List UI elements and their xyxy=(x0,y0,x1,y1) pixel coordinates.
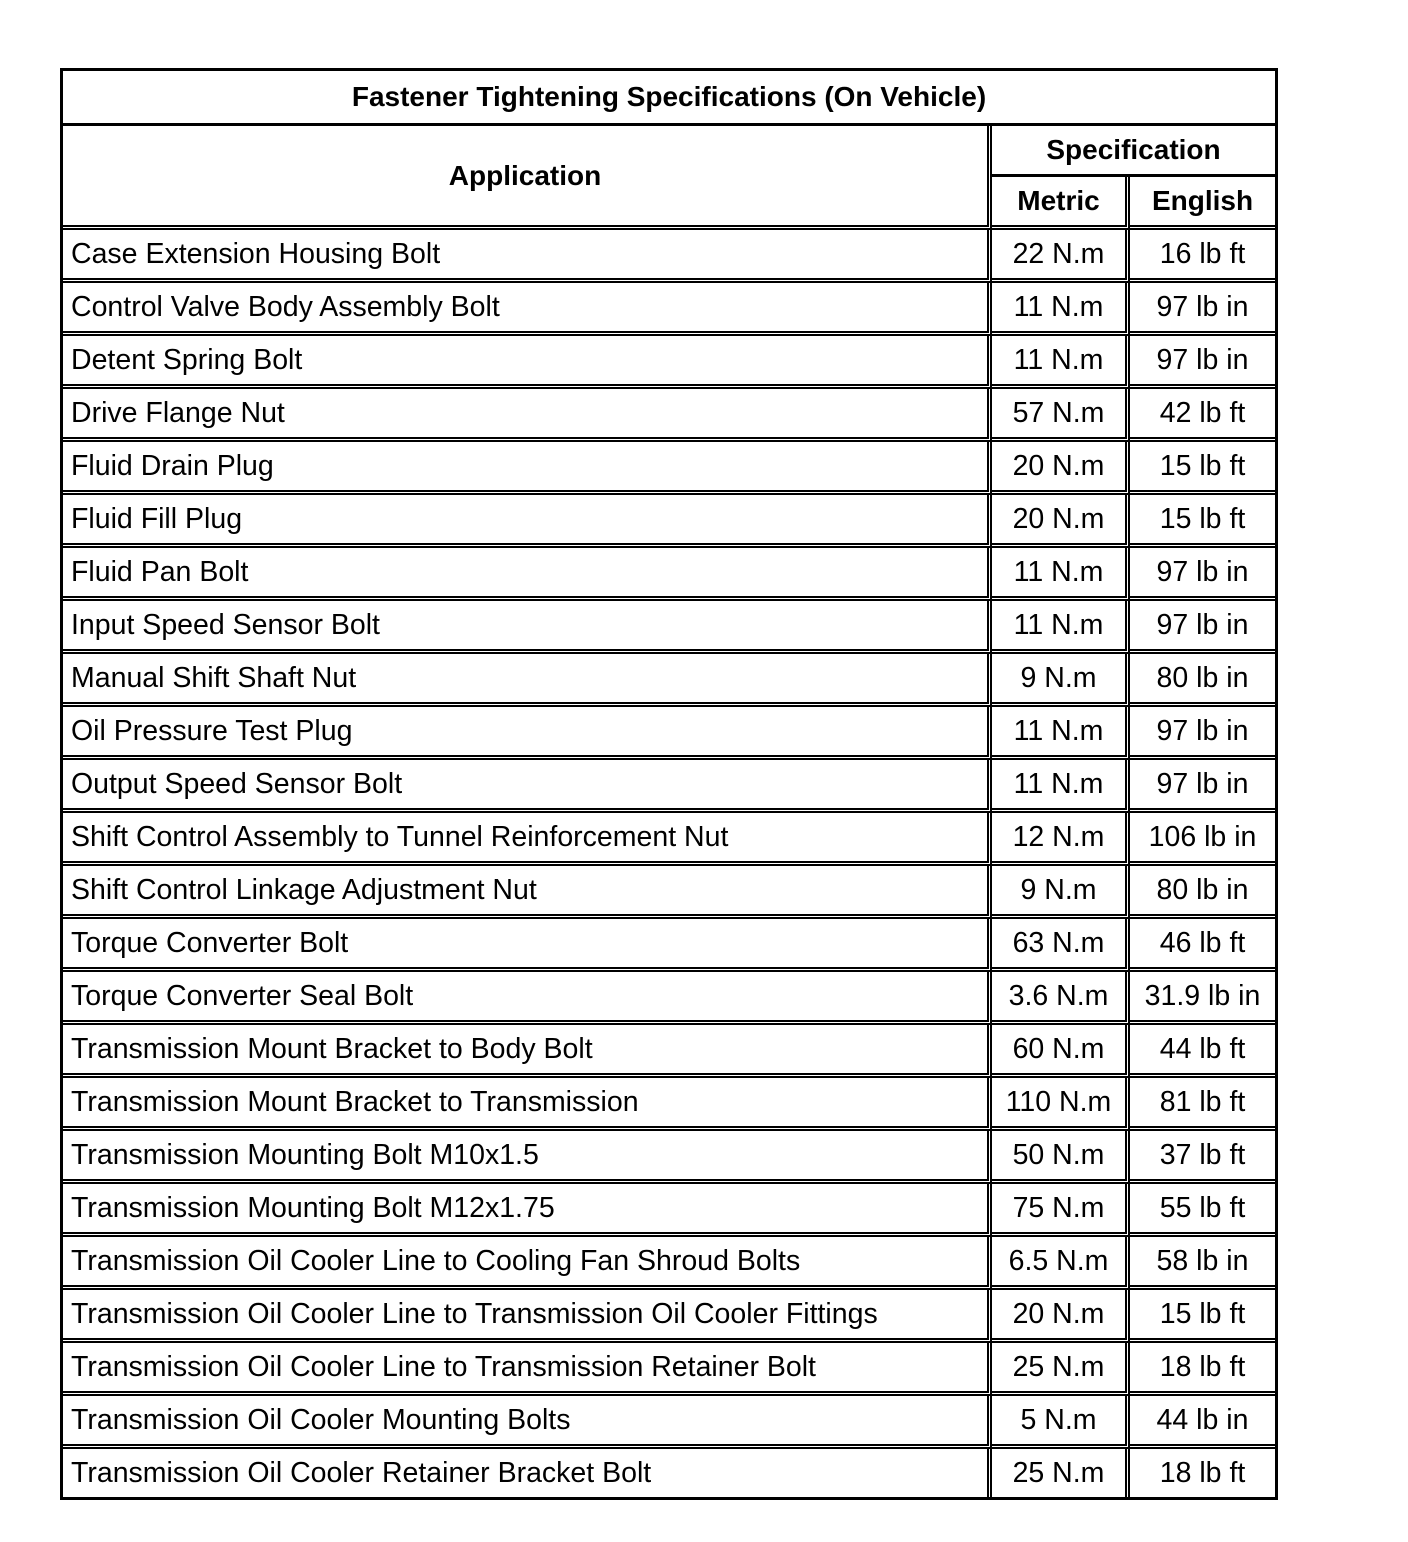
english-cell: 15 lb ft xyxy=(1130,1290,1275,1343)
table-row xyxy=(63,1025,1275,1078)
english-cell: 81 lb ft xyxy=(1130,1078,1275,1131)
metric-cell: 25 N.m xyxy=(992,1449,1130,1497)
application-cell: Fluid Drain Plug xyxy=(63,442,992,495)
metric-cell: 20 N.m xyxy=(992,442,1130,495)
english-cell: 31.9 lb in xyxy=(1130,972,1275,1025)
application-cell: Shift Control Assembly to Tunnel Reinforcement Nut xyxy=(63,813,992,866)
table-row xyxy=(63,601,1275,654)
table-row xyxy=(63,813,1275,866)
english-cell: 58 lb in xyxy=(1130,1237,1275,1290)
application-cell: Transmission Mounting Bolt M12x1.75 xyxy=(63,1184,992,1237)
english-cell: 55 lb ft xyxy=(1130,1184,1275,1237)
table-row xyxy=(63,919,1275,972)
metric-cell: 11 N.m xyxy=(992,707,1130,760)
specification-header: Specification xyxy=(992,126,1275,177)
table-row xyxy=(63,548,1275,601)
table-row xyxy=(63,389,1275,442)
table-row xyxy=(63,230,1275,283)
english-cell: 97 lb in xyxy=(1130,707,1275,760)
application-cell: Case Extension Housing Bolt xyxy=(63,230,992,283)
metric-cell: 11 N.m xyxy=(992,601,1130,654)
table-row xyxy=(63,760,1275,813)
metric-cell: 3.6 N.m xyxy=(992,972,1130,1025)
application-cell: Shift Control Linkage Adjustment Nut xyxy=(63,866,992,919)
application-cell: Transmission Oil Cooler Line to Transmission Retainer Bolt xyxy=(63,1343,992,1396)
table-row xyxy=(63,1078,1275,1131)
metric-header: Metric xyxy=(992,177,1130,230)
application-cell: Drive Flange Nut xyxy=(63,389,992,442)
english-cell: 97 lb in xyxy=(1130,548,1275,601)
application-cell: Transmission Mount Bracket to Transmission xyxy=(63,1078,992,1131)
metric-cell: 22 N.m xyxy=(992,230,1130,283)
metric-cell: 9 N.m xyxy=(992,866,1130,919)
english-cell: 18 lb ft xyxy=(1130,1343,1275,1396)
table-row xyxy=(63,707,1275,760)
table-row xyxy=(63,1184,1275,1237)
english-header: English xyxy=(1130,177,1275,230)
application-cell: Transmission Mount Bracket to Body Bolt xyxy=(63,1025,992,1078)
table-row xyxy=(63,972,1275,1025)
table-row xyxy=(63,1290,1275,1343)
table-row xyxy=(63,1449,1275,1497)
application-cell: Oil Pressure Test Plug xyxy=(63,707,992,760)
application-cell: Transmission Oil Cooler Line to Cooling Fan Shroud Bolts xyxy=(63,1237,992,1290)
metric-cell: 20 N.m xyxy=(992,1290,1130,1343)
table-row xyxy=(63,1396,1275,1449)
english-cell: 37 lb ft xyxy=(1130,1131,1275,1184)
english-cell: 97 lb in xyxy=(1130,601,1275,654)
english-cell: 97 lb in xyxy=(1130,760,1275,813)
metric-cell: 11 N.m xyxy=(992,548,1130,601)
metric-cell: 110 N.m xyxy=(992,1078,1130,1131)
table-row xyxy=(63,1237,1275,1290)
fastener-spec-table xyxy=(60,68,1278,1500)
metric-cell: 5 N.m xyxy=(992,1396,1130,1449)
english-cell: 44 lb ft xyxy=(1130,1025,1275,1078)
application-cell: Torque Converter Seal Bolt xyxy=(63,972,992,1025)
table-row xyxy=(63,495,1275,548)
application-cell: Input Speed Sensor Bolt xyxy=(63,601,992,654)
application-cell: Transmission Oil Cooler Mounting Bolts xyxy=(63,1396,992,1449)
metric-cell: 50 N.m xyxy=(992,1131,1130,1184)
metric-cell: 9 N.m xyxy=(992,654,1130,707)
table-row xyxy=(63,283,1275,336)
metric-cell: 11 N.m xyxy=(992,760,1130,813)
english-cell: 80 lb in xyxy=(1130,866,1275,919)
application-cell: Transmission Oil Cooler Retainer Bracket Bolt xyxy=(63,1449,992,1497)
metric-cell: 20 N.m xyxy=(992,495,1130,548)
metric-cell: 25 N.m xyxy=(992,1343,1130,1396)
english-cell: 18 lb ft xyxy=(1159,1456,1246,1489)
metric-cell: 63 N.m xyxy=(992,919,1130,972)
metric-cell: 11 N.m xyxy=(992,336,1130,389)
english-cell: 80 lb in xyxy=(1130,654,1275,707)
table-row xyxy=(63,442,1275,495)
english-cell: 15 lb ft xyxy=(1130,495,1275,548)
metric-cell: 60 N.m xyxy=(992,1025,1130,1078)
english-cell: 16 lb ft xyxy=(1130,230,1275,283)
application-cell: Control Valve Body Assembly Bolt xyxy=(63,283,992,336)
english-cell: 15 lb ft xyxy=(1130,442,1275,495)
table-header xyxy=(63,71,1275,230)
application-cell: Transmission Mounting Bolt M10x1.5 xyxy=(63,1131,992,1184)
english-cell: 97 lb in xyxy=(1130,336,1275,389)
metric-cell: 75 N.m xyxy=(992,1184,1130,1237)
table-row xyxy=(63,336,1275,389)
application-cell: Transmission Oil Cooler Line to Transmission Oil Cooler Fittings xyxy=(63,1290,992,1343)
metric-cell: 12 N.m xyxy=(992,813,1130,866)
application-cell: Manual Shift Shaft Nut xyxy=(63,654,992,707)
application-cell: Output Speed Sensor Bolt xyxy=(63,760,992,813)
application-cell: Fluid Pan Bolt xyxy=(63,548,992,601)
application-header: Application xyxy=(63,126,992,230)
metric-cell: 6.5 N.m xyxy=(992,1237,1130,1290)
english-cell: 46 lb ft xyxy=(1130,919,1275,972)
english-cell: 97 lb in xyxy=(1130,283,1275,336)
table-row xyxy=(63,1131,1275,1184)
metric-cell: 11 N.m xyxy=(992,283,1130,336)
english-cell: 44 lb in xyxy=(1130,1396,1275,1449)
table-row xyxy=(63,866,1275,919)
application-cell: Fluid Fill Plug xyxy=(63,495,992,548)
table-title: Fastener Tightening Specifications (On Vehicle) xyxy=(63,71,1275,126)
table-body xyxy=(63,230,1275,1497)
application-cell: Torque Converter Bolt xyxy=(63,919,992,972)
table-row xyxy=(63,654,1275,707)
english-cell: 106 lb in xyxy=(1130,813,1275,866)
english-cell: 42 lb ft xyxy=(1130,389,1275,442)
table-row xyxy=(63,1343,1275,1396)
application-cell: Detent Spring Bolt xyxy=(63,336,992,389)
metric-cell: 57 N.m xyxy=(992,389,1130,442)
